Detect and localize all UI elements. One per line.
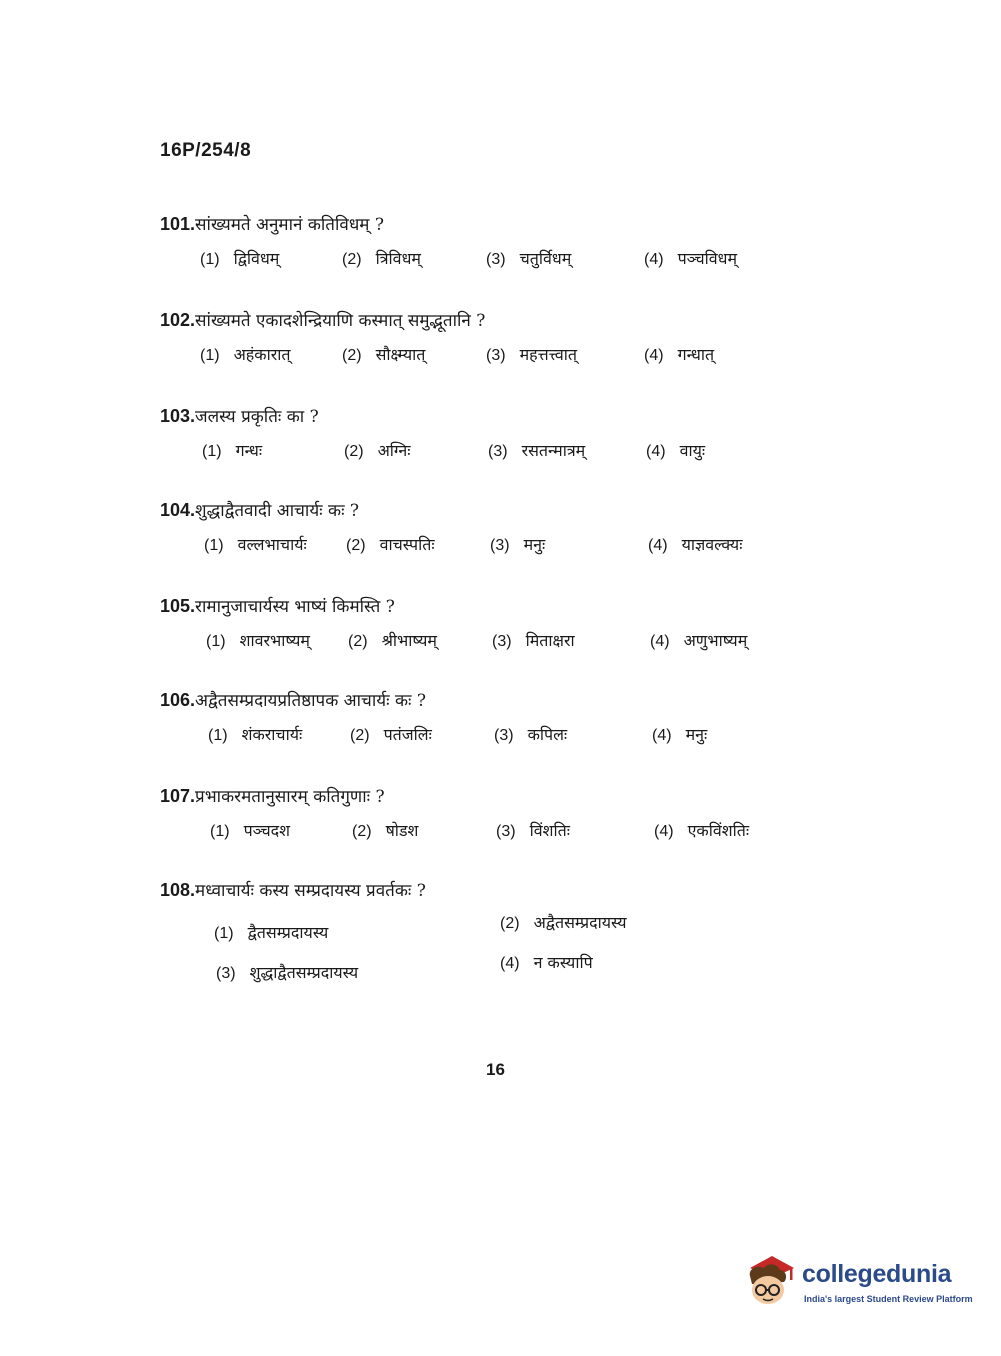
option-3: (3) रसतन्मात्रम् (488, 441, 586, 460)
paper-code: 16P/254/8 (160, 140, 252, 161)
question-number: 107. (160, 786, 196, 806)
question-103 (160, 404, 860, 469)
logo-tagline: India's largest Student Review Platform (804, 1294, 973, 1304)
option-3: (3) चतुर्विधम् (486, 249, 572, 268)
question-stem (160, 594, 860, 617)
options (160, 247, 860, 277)
question-106 (160, 688, 860, 753)
option-4: (4) गन्धात् (644, 345, 715, 364)
question-text: प्रभाकरमतानुसारम् कतिगुणाः ? (195, 787, 385, 807)
option-1: (1) गन्धः (202, 441, 263, 460)
question-stem (160, 688, 860, 711)
question-text: अद्वैतसम्प्रदायप्रतिष्ठापक आचार्यः कः ? (195, 691, 426, 711)
options (160, 819, 860, 849)
question-102 (160, 308, 860, 373)
option-2: (2) श्रीभाष्यम् (348, 631, 437, 650)
options (160, 343, 860, 373)
question-stem (160, 498, 860, 521)
option-3: (3) विंशतिः (496, 821, 570, 840)
option-2: (2) त्रिविधम् (342, 249, 421, 268)
option-2: (2) पतंजलिः (350, 725, 432, 744)
question-108 (160, 878, 860, 991)
collegedunia-logo (742, 1250, 972, 1310)
option-2: (2) अग्निः (344, 441, 411, 460)
option-4: (4) याज्ञवल्क्यः (648, 535, 743, 554)
option-4: (4) न कस्यापि (500, 953, 593, 972)
question-stem (160, 404, 860, 427)
option-3: (3) कपिलः (494, 725, 568, 744)
option-4: (4) पञ्चविधम् (644, 249, 738, 268)
option-3: (3) मनुः (490, 535, 546, 554)
question-number: 101. (160, 214, 196, 234)
question-text: जलस्य प्रकृतिः का ? (195, 407, 319, 427)
question-stem (160, 308, 860, 331)
question-text: सांख्यमते एकादशेन्द्रियाणि कस्मात् समुद्भूतानि ? (195, 311, 486, 331)
option-1: (1) शंकराचार्यः (208, 725, 303, 744)
option-3: (3) मिताक्षरा (492, 631, 575, 650)
question-text: मध्वाचार्यः कस्य सम्प्रदायस्य प्रवर्तकः ? (195, 881, 426, 901)
question-101 (160, 212, 860, 277)
option-2: (2) सौक्ष्म्यात् (342, 345, 426, 364)
option-2: (2) अद्वैतसम्प्रदायस्य (500, 913, 627, 932)
logo-wordmark: collegedunia (802, 1260, 952, 1288)
question-104 (160, 498, 860, 563)
option-4: (4) अणुभाष्यम् (650, 631, 748, 650)
question-number: 105. (160, 596, 196, 616)
option-1: (1) शावरभाष्यम् (206, 631, 310, 650)
question-text: रामानुजाचार्यस्य भाष्यं किमस्ति ? (195, 597, 395, 617)
question-number: 103. (160, 406, 196, 426)
option-3: (3) महत्तत्त्वात् (486, 345, 578, 364)
question-text: सांख्यमते अनुमानं कतिविधम् ? (195, 215, 384, 235)
question-105 (160, 594, 860, 659)
options (160, 439, 860, 469)
mascot-icon (742, 1250, 798, 1310)
question-107 (160, 784, 860, 849)
option-1: (1) अहंकारात् (200, 345, 291, 364)
option-3: (3) शुद्धाद्वैतसम्प्रदायस्य (216, 963, 359, 982)
question-number: 102. (160, 310, 196, 330)
question-stem (160, 212, 860, 235)
question-number: 104. (160, 500, 196, 520)
option-1: (1) पञ्चदश (210, 821, 290, 840)
option-1: (1) द्विविधम् (200, 249, 280, 268)
question-number: 108. (160, 880, 196, 900)
options (160, 533, 860, 563)
option-2: (2) वाचस्पतिः (346, 535, 435, 554)
option-1: (1) द्वैतसम्प्रदायस्य (214, 923, 329, 942)
options (160, 629, 860, 659)
option-2: (2) षोडश (352, 821, 419, 840)
option-1: (1) वल्लभाचार्यः (204, 535, 307, 554)
question-text: शुद्धाद्वैतवादी आचार्यः कः ? (195, 501, 360, 521)
question-number: 106. (160, 690, 196, 710)
option-4: (4) एकविंशतिः (654, 821, 750, 840)
option-4: (4) वायुः (646, 441, 706, 460)
options (160, 911, 860, 991)
page-number: 16 (486, 1060, 505, 1079)
option-4: (4) मनुः (652, 725, 708, 744)
options (160, 723, 860, 753)
question-stem (160, 784, 860, 807)
question-stem (160, 878, 860, 901)
